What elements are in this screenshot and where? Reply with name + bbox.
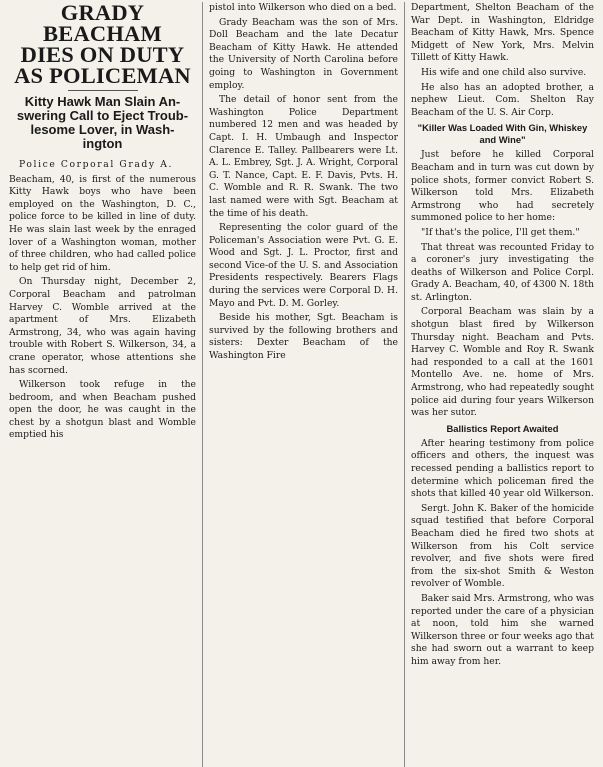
paragraph: Representing the color guard of the Policeman's Association were Pvt. G. E. Wood and Sgt. J. L. Proctor, first and second Vice-of the U. S. and Association Presidents respectively. Bearers Flags during the services were Corporal D. H. Mayo and Pvt. D. M. Gorley. bbox=[209, 222, 398, 309]
paragraph: Corporal Beacham was slain by a shotgun blast fired by Wilkerson Thursday night. Beacham and Pvts. Harvey C. Womble and Roy R. Swank had responded to a call at the 1601 Montello Ave. ne. home of Mrs. Armstrong, who had repeatedly sought police aid during four years Wilkerson was her sutor. bbox=[411, 306, 594, 419]
deck-line-1: Kitty Hawk Man Slain An- bbox=[24, 94, 181, 109]
deck-line-3: lesome Lover, in Wash- bbox=[30, 122, 175, 137]
paragraph: His wife and one child also survive. bbox=[421, 66, 587, 78]
lead-line bbox=[9, 159, 196, 172]
paragraph: After hearing testimony from police officers and others, the inquest was recessed pending a ballistics report to determine which policeman fired the shots that killed 40 year old Wilkerson. bbox=[411, 437, 594, 500]
paragraph: pistol into Wilkerson who died on a bed. bbox=[209, 2, 397, 13]
lead-text: Police Corporal Grady A. bbox=[19, 159, 173, 170]
paragraph: Beside his mother, Sgt. Beacham is survived by the following brothers and sisters: Dexter Beacham of the Washington Fire bbox=[209, 312, 398, 362]
paragraph: Grady Beacham was the son of Mrs. Doll Beacham and the late Decatur Beacham of Kitty Hawk. He attended the University of North Carolina before going to Washington in Government employ. bbox=[209, 16, 398, 91]
deck-line-2: swering Call to Eject Troub- bbox=[16, 108, 189, 123]
headline bbox=[9, 2, 196, 86]
headline-line-3: AS POLICEMAN bbox=[14, 63, 191, 88]
paragraph: Beacham, 40, is first of the numerous Kitty Hawk boys who have been employed on the Washington, D. C., police force to be killed in line of duty. He was slain last week by the enraged lover of a Washington woman, mother of three children, who had called police to help get rid of him. bbox=[9, 173, 196, 273]
paragraph: Baker said Mrs. Armstrong, who was reported under the care of a physician at noon, told him she warned Wilkerson three or four weeks ago that she had sworn out a warrant to keep him away from her. bbox=[411, 592, 594, 667]
paragraph: That threat was recounted Friday to a coroner's jury investigating the deaths of Wilkerson and Police Corpl. Grady A. Beacham, 40, of 4300 N. 18th st. Arlington. bbox=[411, 241, 594, 303]
subheading-ballistics: Ballistics Report Awaited bbox=[446, 422, 559, 434]
paragraph: On Thursday night, December 2, Corporal Beacham and patrolman Harvey C. Womble arrived at the apartment of Mrs. Elizabeth Armstrong, 34, who was again having trouble with Robert S. Wilkerson, 34, a crane operator, whose attentions she has scorned. bbox=[9, 276, 196, 376]
paragraph: Wilkerson took refuge in the bedroom, and when Beacham pushed open the door, he was caught in the chest by a shotgun blast and Womble emptied his bbox=[9, 379, 196, 441]
headline-line-1: GRADY BEACHAM bbox=[43, 2, 162, 46]
column-1 bbox=[3, 2, 202, 767]
deck-headline bbox=[9, 95, 196, 151]
headline-line-2: DIES ON DUTY bbox=[20, 42, 185, 67]
deck-line-4: ington bbox=[82, 136, 123, 151]
paragraph: Sergt. John K. Baker of the homicide squad testified that before Corporal Beacham died he fired two shots at Wilkerson from his Colt service revolver, and five shots were fired from the six-shot Smith & Weston revolver of Womble. bbox=[411, 502, 594, 590]
headline-divider bbox=[68, 90, 138, 91]
subheading-killer-loaded: "Killer Was Loaded With Gin, Whiskey and Wine" bbox=[417, 122, 588, 146]
paragraph: Just before he killed Corporal Beacham and in turn was cut down by police shots, former convict Robert S. Wilkerson told Mrs. Elizabeth Armstrong who had secretely summoned police to her home: bbox=[411, 149, 594, 224]
paragraph: He also has an adopted brother, a nephew Lieut. Com. Shelton Ray Beacham of the U. S. Air Corp. bbox=[411, 81, 594, 118]
paragraph: The detail of honor sent from the Washington Police Department numbered 12 men and was headed by Capt. I. H. Umbaugh and Inspector Clarence E. Talley. Pallbearers were Lt. A. L. Embrey, Sgt. J. A. Wright, Corporal G. T. Nance, Capt. E. F. Davis, Pvts. H. C. Womble and R. R. Swank. The two last named were with Sgt. Beacham at the time of his death. bbox=[209, 94, 398, 219]
column-3 bbox=[404, 2, 600, 767]
paragraph: "If that's the police, I'll get them." bbox=[421, 226, 580, 238]
paragraph: Department, Shelton Beacham of the War Dept. in Washington, Eldridge Beacham of Kitty Hawk, Mrs. Spence Midgett of New York, Mrs. Melvin Tillett of Kitty Hawk. bbox=[411, 2, 594, 64]
column-2 bbox=[202, 2, 404, 767]
